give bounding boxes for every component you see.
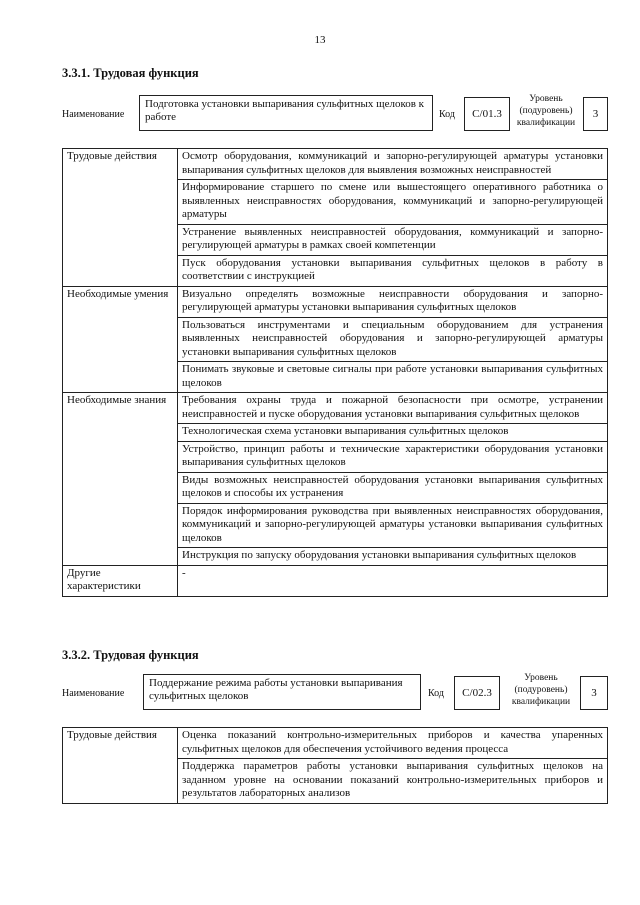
section-title: 3.3.1. Трудовая функция (62, 66, 199, 80)
function-header (62, 93, 608, 135)
table-cell: Порядок информирования руководства при выявленных неисправностях оборудования, коммуникаций и запорно-регулирующей арматуры установки выпаривания сульфитных щелоков (178, 503, 608, 548)
knowledge-label: Необходимые знания (63, 393, 178, 566)
table-cell: Пуск оборудования установки выпаривания сульфитных щелоков в работу в соответствии с инструкцией (178, 255, 608, 286)
section-title: 3.3.2. Трудовая функция (62, 648, 199, 662)
table-cell: Технологическая схема установки выпаривания сульфитных щелоков (178, 424, 608, 442)
level-label-line2: (подуровень) (519, 106, 573, 116)
table-cell: Осмотр оборудования, коммуникаций и запорно-регулирующей арматуры установки выпаривания сульфитных щелоков для выявления возможных неисправностей (178, 149, 608, 180)
code-value: C/01.3 (464, 97, 510, 131)
level-label-line1: Уровень (529, 94, 563, 104)
page-number: 13 (314, 34, 326, 46)
table-cell: Поддержка параметров работы установки выпаривания сульфитных щелоков на заданном уровне на основании показаний контрольно-измерительных приборов и результатов лабораторных анализов (178, 759, 608, 804)
table-cell: Понимать звуковые и световые сигналы при работе установки выпаривания сульфитных щелоков (178, 362, 608, 393)
table-cell: Пользоваться инструментами и специальным оборудованием для устранения выявленных неисправностей оборудования и запорно-регулирующей арматуры установки выпаривания сульфитных щелоков (178, 317, 608, 362)
table-cell: Требования охраны труда и пожарной безопасности при осмотре, устранении неисправностей и пуске оборудования установки выпаривания сульфитных щелоков (178, 393, 608, 424)
level-label-line3: квалификации (516, 118, 576, 128)
level-label-line1: Уровень (524, 673, 558, 683)
skills-label: Необходимые умения (63, 286, 178, 393)
function-header (62, 672, 608, 714)
table-cell: Оценка показаний контрольно-измерительных приборов и качества упаренных сульфитных щелоков для обеспечения устойчивого ведения процесса (178, 728, 608, 759)
level-value: 3 (583, 97, 608, 131)
table-cell: Информирование старшего по смене или вышестоящего оперативного работника о выявленных неисправностях оборудования, коммуникаций и запорно-регулирующей арматуры (178, 180, 608, 225)
other-label: Другие характеристики (63, 565, 178, 596)
function-name: Поддержание режима работы установки выпаривания сульфитных щелоков (143, 674, 421, 710)
table-cell: Устройство, принцип работы и технические характеристики оборудования установки выпаривания сульфитных щелоков (178, 441, 608, 472)
table-cell: Инструкция по запуску оборудования установки выпаривания сульфитных щелоков (178, 548, 608, 566)
name-label: Наименование (62, 108, 125, 120)
level-label-line3: квалификации (511, 697, 571, 707)
function-table (62, 148, 608, 597)
table-cell: Устранение выявленных неисправностей оборудования, коммуникаций и запорно-регулирующей арматуры в рамках своей компетенции (178, 224, 608, 255)
table-cell: - (178, 565, 608, 596)
code-label: Код (428, 687, 444, 699)
code-value: C/02.3 (454, 676, 500, 710)
level-label-line2: (подуровень) (514, 685, 568, 695)
labor-actions-label: Трудовые действия (63, 149, 178, 287)
level-value: 3 (580, 676, 608, 710)
table-cell: Виды возможных неисправностей оборудования установки выпаривания сульфитных щелоков и способы их устранения (178, 472, 608, 503)
level-label (504, 672, 578, 708)
code-label: Код (439, 108, 455, 120)
level-label (510, 93, 582, 129)
labor-actions-label: Трудовые действия (63, 728, 178, 804)
table-cell: Визуально определять возможные неисправности оборудования и запорно-регулирующей арматуры установки выпаривания сульфитных щелоков (178, 286, 608, 317)
function-name: Подготовка установки выпаривания сульфитных щелоков к работе (139, 95, 433, 131)
function-table (62, 727, 608, 804)
name-label: Наименование (62, 687, 125, 699)
